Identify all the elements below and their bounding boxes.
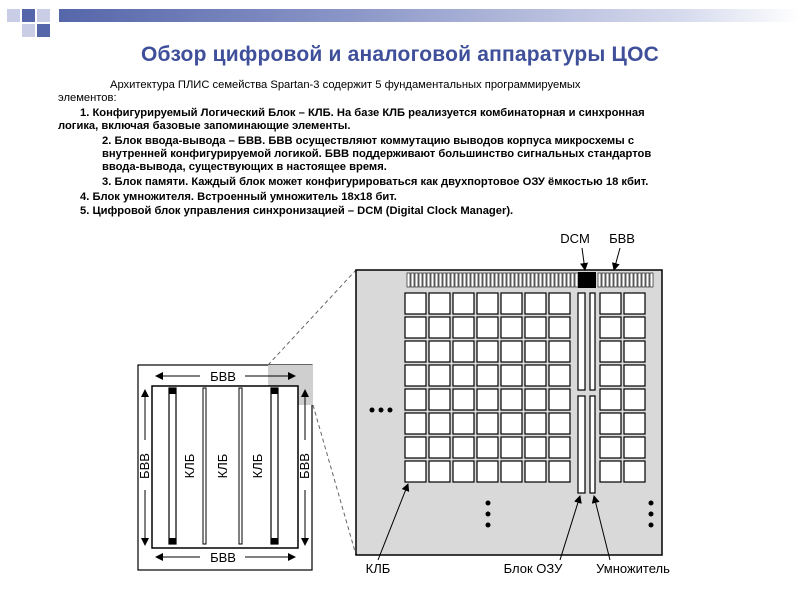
page-title: Обзор цифровой и аналоговой аппаратуры ЦОС (141, 43, 659, 66)
clb-cell (525, 293, 546, 314)
small-left-label: БВВ (137, 453, 152, 479)
ram-block-label: Блок ОЗУ (503, 561, 563, 576)
clb-cell (549, 293, 570, 314)
io-pad (531, 273, 534, 287)
clb-cell (405, 437, 426, 458)
clb-cell (453, 461, 474, 482)
io-pad (431, 273, 434, 287)
io-pad (610, 273, 613, 287)
io-pad (567, 273, 570, 287)
clb-cell (600, 341, 621, 362)
clb-cell (453, 389, 474, 410)
clb-cell (405, 389, 426, 410)
clb-cell (624, 317, 645, 338)
large-fpga (356, 270, 662, 555)
clb-cell (525, 461, 546, 482)
io-pad (622, 273, 625, 287)
clb-cell (405, 365, 426, 386)
io-pad (407, 273, 410, 287)
small-clb-label: КЛБ (215, 453, 230, 479)
io-pad (519, 273, 522, 287)
io-pad (415, 273, 418, 287)
intro-text-line1: Архитектура ПЛИС семейства Spartan-3 содержит 5 фундаментальных программируемых (110, 79, 581, 91)
clb-cell (477, 365, 498, 386)
io-pad (642, 273, 645, 287)
clb-cell (429, 461, 450, 482)
clb-cell (501, 341, 522, 362)
clb-cell (600, 413, 621, 434)
io-pad (423, 273, 426, 287)
clb-cell (501, 437, 522, 458)
clb-cell (600, 389, 621, 410)
clb-cell (525, 317, 546, 338)
clb-cell (405, 413, 426, 434)
clb-cell (501, 317, 522, 338)
io-pad (543, 273, 546, 287)
small-bottom-label: БВВ (210, 550, 236, 565)
large-clb-label: КЛБ (365, 561, 391, 576)
clb-cell (525, 413, 546, 434)
clb-cell (429, 389, 450, 410)
small-top-label: БВВ (210, 369, 236, 384)
clb-cell (501, 413, 522, 434)
clb-cell (405, 317, 426, 338)
io-pad (638, 273, 641, 287)
item5: 5. Цифровой блок управления синхронизацией – DCM (Digital Clock Manager). (80, 205, 514, 217)
clb-cell (405, 461, 426, 482)
io-pad (455, 273, 458, 287)
io-pad (467, 273, 470, 287)
clb-cell (453, 341, 474, 362)
io-block-strip (407, 273, 578, 287)
io-pad (539, 273, 542, 287)
io-pad (447, 273, 450, 287)
item3: 3. Блок памяти. Каждый блок может конфигурироваться как двухпортовое ОЗУ ёмкостью 18 кбит. (102, 176, 649, 188)
large-bvv-label: БВВ (609, 231, 635, 246)
clb-cell (525, 365, 546, 386)
io-pad (491, 273, 494, 287)
clb-cell (477, 341, 498, 362)
item2-line1: 2. Блок ввода-вывода – БВВ. БВВ осуществляют коммутацию выводов корпуса микросхемы с (102, 135, 635, 147)
io-pad (571, 273, 574, 287)
io-pad (559, 273, 562, 287)
io-pad (435, 273, 438, 287)
io-pad (471, 273, 474, 287)
io-pad (495, 273, 498, 287)
multiplier-label: Умножитель (596, 561, 670, 576)
clb-cell (429, 317, 450, 338)
clb-cell (624, 365, 645, 386)
item1-line1: 1. Конфигурируемый Логический Блок – КЛБ. На базе КЛБ реализуется комбинаторная и синхронная (80, 107, 645, 119)
item1-line2: логика, включая базовые запоминающие элементы. (58, 120, 351, 132)
io-pad (551, 273, 554, 287)
clb-cell (477, 389, 498, 410)
zoom-line (313, 405, 356, 555)
clb-cell (429, 341, 450, 362)
clb-cell (549, 413, 570, 434)
io-pad (555, 273, 558, 287)
clb-cell (453, 437, 474, 458)
io-pad (630, 273, 633, 287)
clb-cell (501, 365, 522, 386)
io-pad (459, 273, 462, 287)
item2-line2: внутренней конфигурируемой логикой. БВВ поддерживают большинство сигнальных стандартов (102, 148, 652, 160)
clb-cell (624, 413, 645, 434)
clb-cell (624, 437, 645, 458)
clb-cell (429, 293, 450, 314)
io-pad (606, 273, 609, 287)
small-fpga (137, 365, 313, 570)
io-pad (487, 273, 490, 287)
clb-cell (453, 413, 474, 434)
io-pad (598, 273, 601, 287)
io-pad (451, 273, 454, 287)
clb-cell (549, 341, 570, 362)
clb-cell (501, 293, 522, 314)
intro-text-line2: элементов: (58, 92, 117, 104)
clb-cell (477, 413, 498, 434)
io-pad (463, 273, 466, 287)
clb-cell (600, 461, 621, 482)
small-clb-label: КЛБ (182, 453, 197, 479)
clb-cell (600, 437, 621, 458)
io-pad (602, 273, 605, 287)
io-pad (499, 273, 502, 287)
io-pad (443, 273, 446, 287)
dcm-label: DCM (560, 231, 590, 246)
io-pad (575, 273, 578, 287)
io-pad (515, 273, 518, 287)
io-pad (439, 273, 442, 287)
item2-line3: ввода-вывода, существующих в настоящее время. (102, 161, 387, 173)
clb-cell (600, 317, 621, 338)
io-pad (626, 273, 629, 287)
io-pad (618, 273, 621, 287)
io-pad (563, 273, 566, 287)
clb-cell (549, 365, 570, 386)
clb-cell (624, 461, 645, 482)
clb-cell (600, 365, 621, 386)
clb-cell (477, 461, 498, 482)
io-pad (646, 273, 649, 287)
item4: 4. Блок умножителя. Встроенный умножитель 18х18 бит. (80, 191, 397, 203)
clb-cell (549, 317, 570, 338)
small-right-label: БВВ (297, 453, 312, 479)
io-pad (535, 273, 538, 287)
clb-cell (525, 341, 546, 362)
clb-cell (477, 293, 498, 314)
io-pad (411, 273, 414, 287)
clb-cell (453, 317, 474, 338)
io-pad (650, 273, 653, 287)
io-pad (483, 273, 486, 287)
io-pad (634, 273, 637, 287)
clb-cell (549, 437, 570, 458)
clb-cell (624, 341, 645, 362)
io-pad (475, 273, 478, 287)
clb-cell (429, 365, 450, 386)
clb-cell (501, 461, 522, 482)
dcm-block (578, 272, 596, 288)
clb-cell (624, 293, 645, 314)
io-pad (614, 273, 617, 287)
clb-cell (429, 413, 450, 434)
io-pad (427, 273, 430, 287)
clb-cell (549, 389, 570, 410)
io-pad (523, 273, 526, 287)
io-pad (507, 273, 510, 287)
clb-cell (624, 389, 645, 410)
clb-cell (477, 437, 498, 458)
clb-cell (453, 293, 474, 314)
clb-cell (477, 317, 498, 338)
clb-cell (525, 389, 546, 410)
io-pad (503, 273, 506, 287)
clb-cell (405, 341, 426, 362)
clb-cell (453, 365, 474, 386)
io-pad (547, 273, 550, 287)
io-pad (479, 273, 482, 287)
clb-cell (501, 389, 522, 410)
clb-cell (405, 293, 426, 314)
clb-cell (525, 437, 546, 458)
io-pad (511, 273, 514, 287)
clb-cell (600, 293, 621, 314)
io-pad (527, 273, 530, 287)
io-pad (419, 273, 422, 287)
zoom-line (268, 270, 356, 365)
clb-cell (429, 437, 450, 458)
clb-cell (549, 461, 570, 482)
small-clb-label: КЛБ (250, 453, 265, 479)
